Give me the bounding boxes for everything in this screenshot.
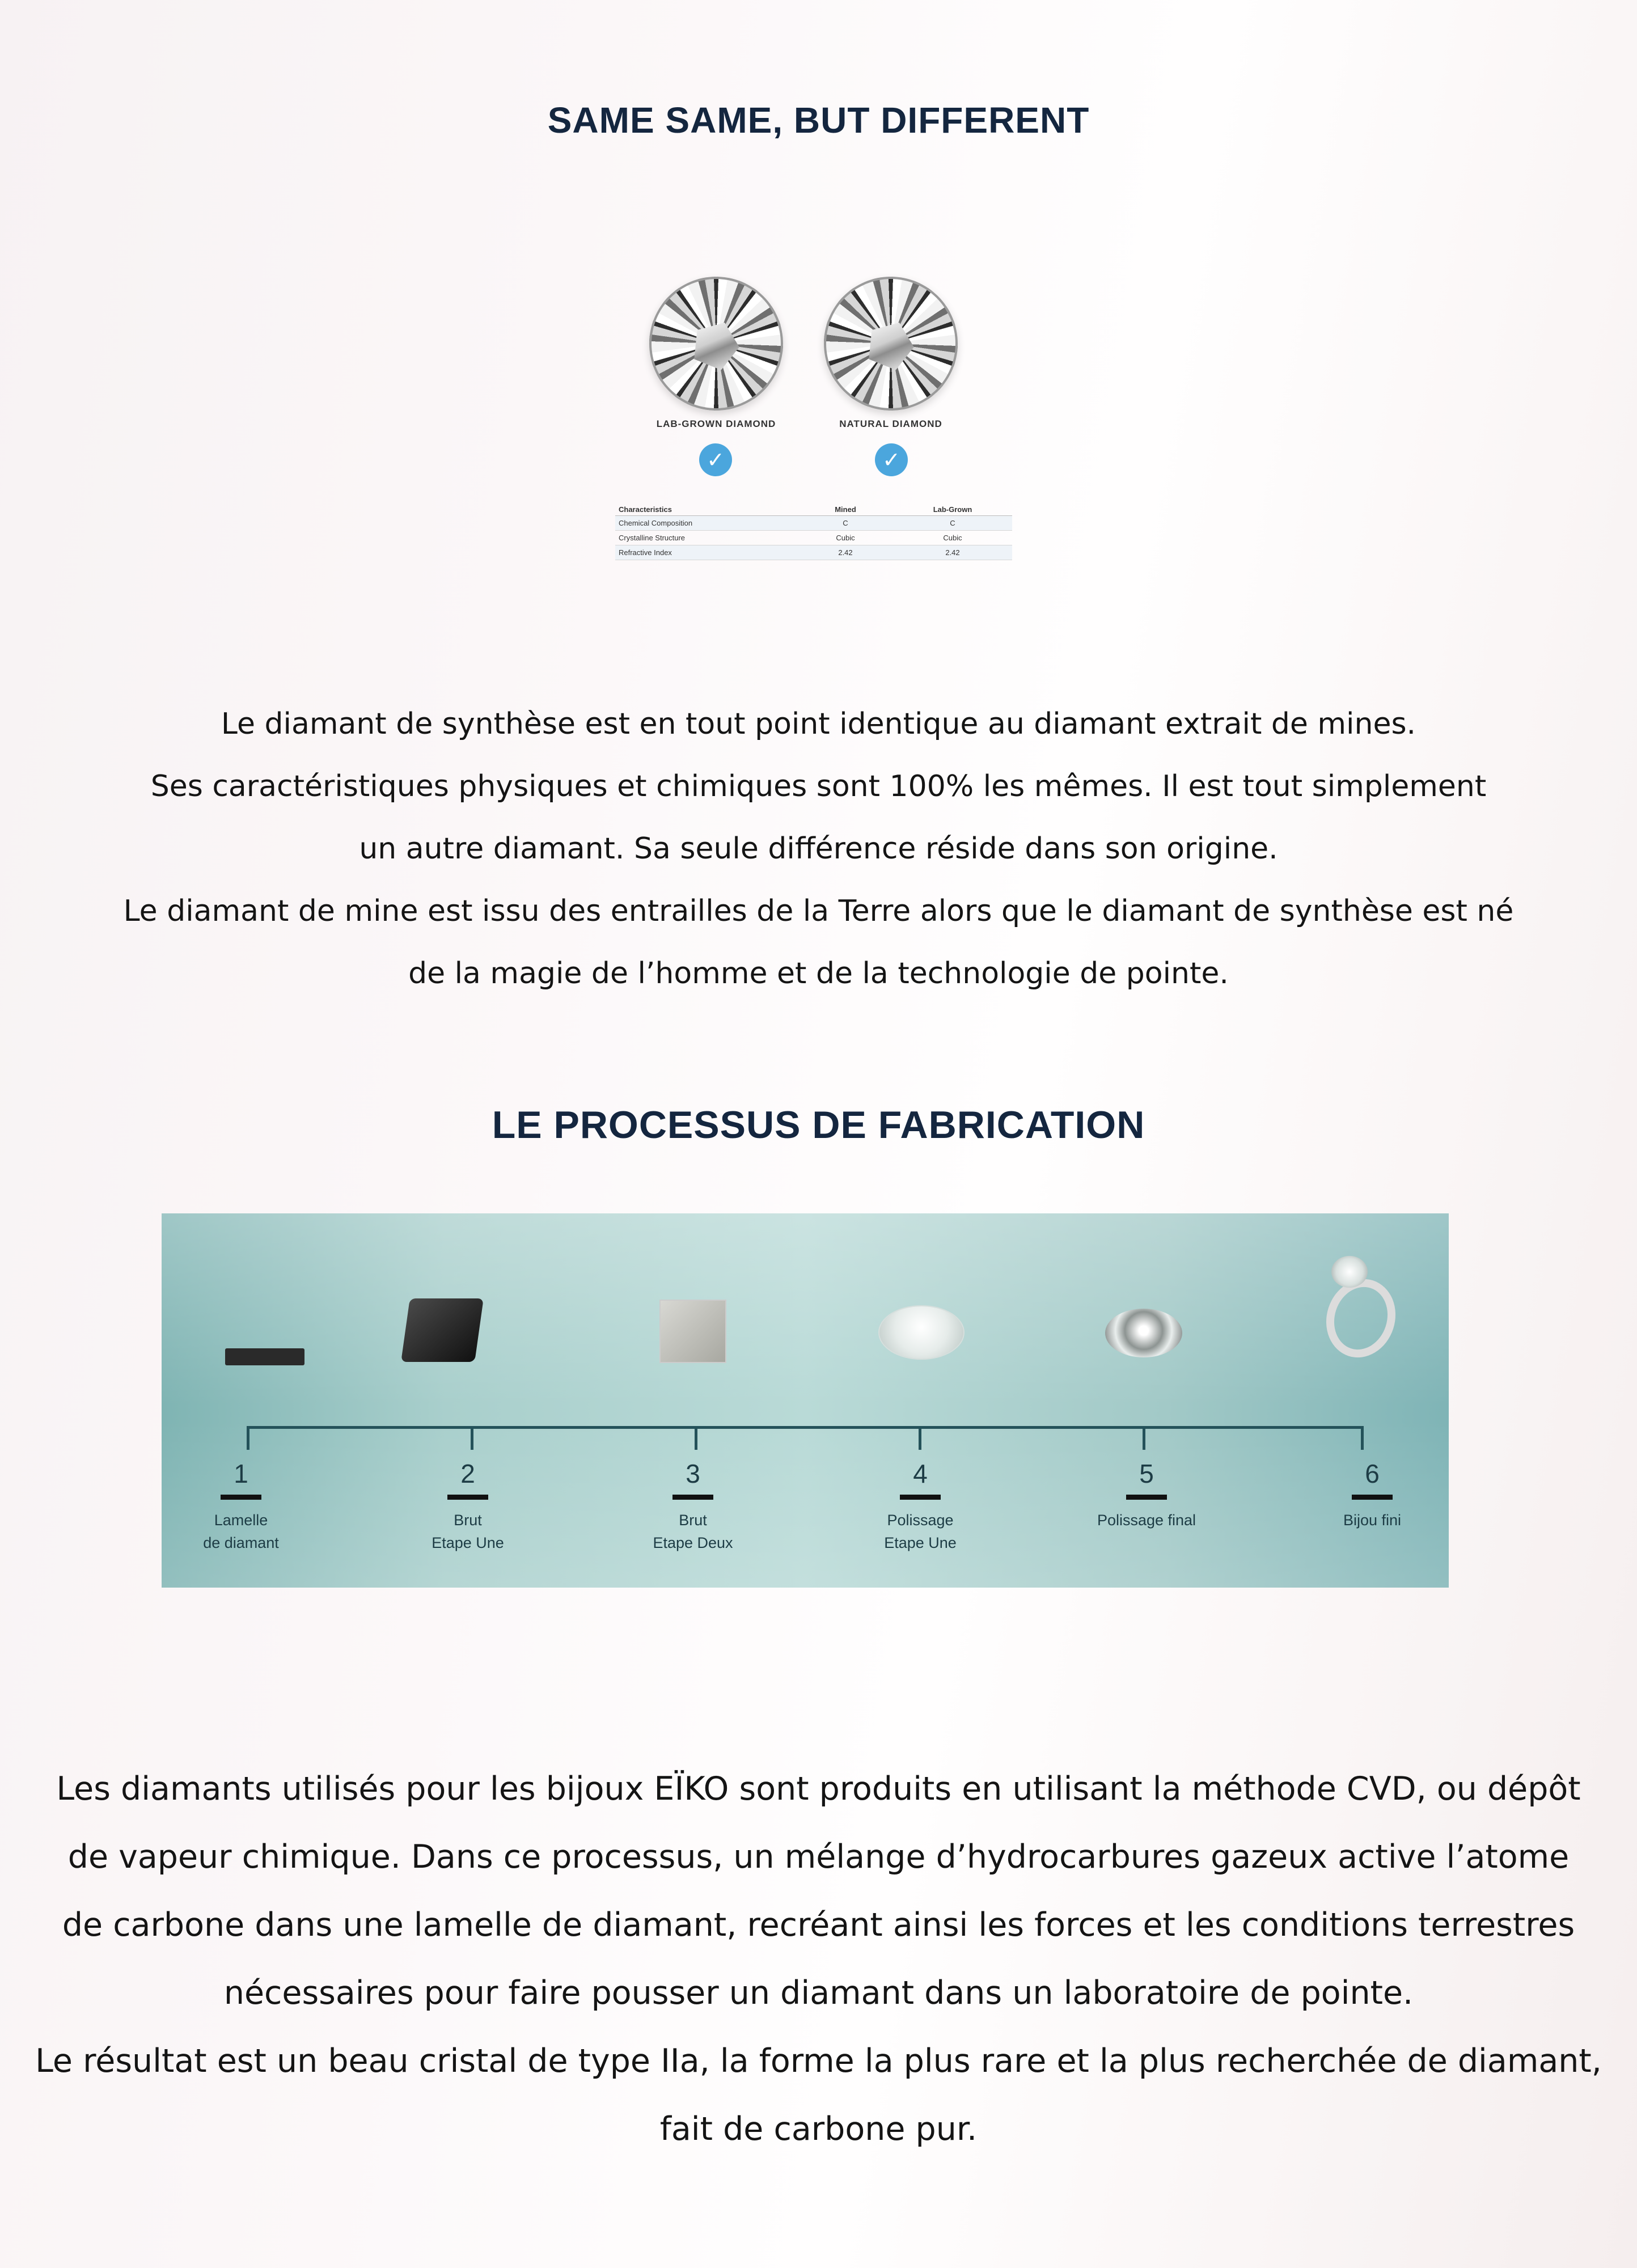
process-step (847, 1458, 994, 1554)
table-row (615, 516, 1012, 531)
step-label: Polissage (887, 1512, 954, 1529)
paragraph-line: nécessaires pour faire pousser un diamant dans un laboratoire de pointe. (223, 1974, 1414, 2012)
table-cell: Crystalline Structure (615, 531, 798, 545)
table-cell: Chemical Composition (615, 516, 798, 531)
process-step (619, 1458, 767, 1554)
paragraph-line: de carbone dans une lamelle de diamant, recréant ainsi les forces et les conditions terrestres (62, 1906, 1575, 1944)
step-number: 3 (686, 1459, 700, 1488)
paragraph-line: Les diamants utilisés pour les bijoux EÏKO sont produits en utilisant la méthode CVD, ou dépôt (56, 1770, 1581, 1808)
table-cell: Refractive Index (615, 545, 798, 560)
table-cell: C (798, 516, 893, 531)
check-icon: ✓ (875, 443, 908, 476)
process-timeline (162, 1213, 1449, 1588)
table-cell: C (893, 516, 1012, 531)
step-label: Brut (679, 1512, 707, 1529)
timeline-tick (695, 1426, 697, 1450)
step-label: Etape Une (884, 1534, 957, 1551)
paragraph-line: de vapeur chimique. Dans ce processus, un mélange d’hydrocarbures gazeux active l’atome (67, 1838, 1570, 1876)
paragraph-line: fait de carbone pur. (659, 2110, 978, 2148)
step-underline (900, 1495, 941, 1500)
step-label: Etape Une (432, 1534, 504, 1551)
timeline-tick (1143, 1426, 1145, 1450)
step-underline (672, 1495, 713, 1500)
lab-grown-diamond-label: LAB-GROWN DIAMOND (656, 418, 776, 429)
table-cell: Cubic (893, 531, 1012, 545)
paragraph-line: Le diamant de synthèse est en tout point identique au diamant extrait de mines. (221, 707, 1416, 741)
timeline-line (247, 1426, 1364, 1429)
step-label: Brut (454, 1512, 482, 1529)
timeline-tick (919, 1426, 921, 1450)
paragraph-line: Le diamant de mine est issu des entrailles de la Terre alors que le diamant de synthèse est né (123, 894, 1514, 928)
step-underline (1352, 1495, 1393, 1500)
timeline-tick (1361, 1426, 1364, 1450)
diamond-comparison-figure (615, 266, 1012, 584)
table-header-cell: Mined (798, 503, 893, 516)
process-step (1073, 1458, 1220, 1531)
step-underline (447, 1495, 488, 1500)
table-cell: Cubic (798, 531, 893, 545)
step-underline (221, 1495, 261, 1500)
step-label: Bijou fini (1343, 1512, 1402, 1529)
paragraph-line: un autre diamant. Sa seule différence réside dans son origine. (359, 832, 1278, 866)
step-number: 6 (1365, 1459, 1380, 1488)
intro-paragraph (0, 693, 1637, 1005)
table-row (615, 545, 1012, 560)
natural-diamond-image (824, 277, 958, 411)
page-title: SAME SAME, BUT DIFFERENT (547, 100, 1090, 141)
paragraph-line: Ses caractéristiques physiques et chimiques sont 100% les mêmes. Il est tout simplement (150, 769, 1487, 803)
timeline-tick (247, 1426, 249, 1450)
table-header-cell: Characteristics (615, 503, 798, 516)
timeline-tick (471, 1426, 473, 1450)
check-icon: ✓ (699, 443, 732, 476)
table-row (615, 531, 1012, 545)
table-cell: 2.42 (893, 545, 1012, 560)
section-title-process: LE PROCESSUS DE FABRICATION (492, 1103, 1145, 1146)
step-number: 5 (1139, 1459, 1154, 1488)
step-label: Lamelle (214, 1512, 268, 1529)
natural-diamond-label: NATURAL DIAMOND (839, 418, 942, 429)
step-underline (1126, 1495, 1167, 1500)
step-number: 2 (460, 1459, 475, 1488)
table-cell: 2.42 (798, 545, 893, 560)
fabrication-process-banner (162, 1213, 1449, 1588)
step-label: Polissage final (1097, 1512, 1196, 1529)
paragraph-line: de la magie de l’homme et de la technologie de pointe. (408, 957, 1229, 991)
step-label: de diamant (203, 1534, 279, 1551)
characteristics-table (615, 503, 1012, 560)
process-step (167, 1458, 315, 1554)
process-step (1298, 1458, 1446, 1531)
table-header-cell: Lab-Grown (893, 503, 1012, 516)
cvd-method-paragraph (0, 1755, 1637, 2163)
step-label: Etape Deux (653, 1534, 733, 1551)
paragraph-line: Le résultat est un beau cristal de type IIa, la forme la plus rare et la plus recherchée de diamant, (35, 2042, 1602, 2080)
table-header-row (615, 503, 1012, 516)
process-step (394, 1458, 542, 1554)
step-number: 1 (234, 1459, 248, 1488)
lab-grown-diamond-image (649, 277, 783, 411)
step-number: 4 (913, 1459, 928, 1488)
